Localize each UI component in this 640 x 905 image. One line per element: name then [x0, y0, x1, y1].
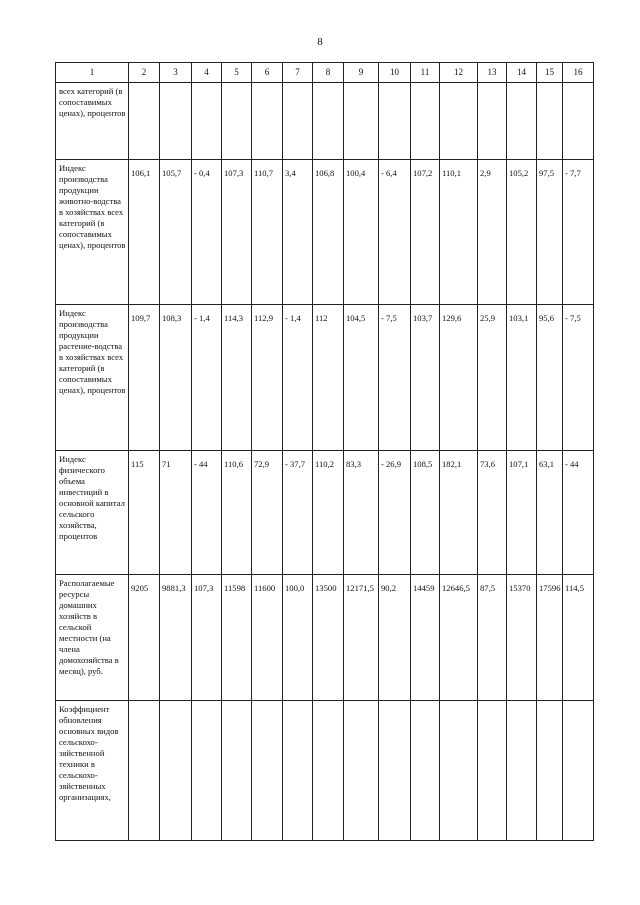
table-row [56, 701, 594, 841]
table-cell: 107,3 [192, 575, 222, 701]
column-header: 10 [379, 63, 411, 83]
table-cell: 9881,3 [160, 575, 192, 701]
table-row [56, 575, 594, 701]
data-table [55, 62, 594, 841]
table-cell: 12171,5 [344, 575, 379, 701]
column-header: 6 [252, 63, 283, 83]
table-cell [537, 701, 563, 841]
table-cell [440, 701, 478, 841]
row-label: Индекс производства продукции животно-водства в хозяйствах всех категорий (в сопоставимых ценах), процентов [56, 160, 129, 305]
table-cell: 109,7 [129, 305, 160, 451]
table-cell: 11598 [222, 575, 252, 701]
table-cell: 110,1 [440, 160, 478, 305]
table-cell [379, 83, 411, 160]
table-cell: 110,7 [252, 160, 283, 305]
column-header: 8 [313, 63, 344, 83]
column-header: 16 [563, 63, 594, 83]
table-cell: 103,1 [507, 305, 537, 451]
table-cell [440, 83, 478, 160]
table-cell: 17596 [537, 575, 563, 701]
table-cell: 115 [129, 451, 160, 575]
column-header: 13 [478, 63, 507, 83]
table-cell: 2,9 [478, 160, 507, 305]
table-cell [252, 83, 283, 160]
table-cell: 108,5 [411, 451, 440, 575]
column-header: 3 [160, 63, 192, 83]
table-cell [507, 83, 537, 160]
table-cell [222, 701, 252, 841]
table-cell: 106,8 [313, 160, 344, 305]
table-cell [192, 83, 222, 160]
column-header: 2 [129, 63, 160, 83]
table-cell: 11600 [252, 575, 283, 701]
table-cell: 15370 [507, 575, 537, 701]
table-cell: 63,1 [537, 451, 563, 575]
table-cell [313, 83, 344, 160]
table-cell: - 44 [563, 451, 594, 575]
table-cell: 104,5 [344, 305, 379, 451]
column-header: 11 [411, 63, 440, 83]
table-cell: - 1,4 [192, 305, 222, 451]
table-cell [283, 83, 313, 160]
table-cell: 103,7 [411, 305, 440, 451]
column-header: 1 [56, 63, 129, 83]
table-cell: 73,6 [478, 451, 507, 575]
column-header: 5 [222, 63, 252, 83]
table-cell: 106,1 [129, 160, 160, 305]
table-cell [411, 701, 440, 841]
column-header: 7 [283, 63, 313, 83]
table-cell [252, 701, 283, 841]
row-label: Индекс производства продукции растение-водства в хозяйствах всех категорий (в сопоставимых ценах), процентов [56, 305, 129, 451]
table-cell [344, 83, 379, 160]
column-header: 9 [344, 63, 379, 83]
row-label: всех категорий (в сопоставимых ценах), процентов [56, 83, 129, 160]
table-cell: 114,3 [222, 305, 252, 451]
table-header-row [56, 63, 594, 83]
table-cell: 108,3 [160, 305, 192, 451]
table-cell: - 7,5 [379, 305, 411, 451]
table-cell: 100,4 [344, 160, 379, 305]
page-number: 8 [317, 36, 323, 48]
row-label: Располагаемые ресурсы домашних хозяйств в сельской местности (на члена домохозяйства в месяц), руб. [56, 575, 129, 701]
table-cell [478, 701, 507, 841]
table-cell: - 26,9 [379, 451, 411, 575]
table-cell: 97,5 [537, 160, 563, 305]
table-cell: 105,7 [160, 160, 192, 305]
column-header: 4 [192, 63, 222, 83]
table-cell: 107,3 [222, 160, 252, 305]
table-cell [563, 83, 594, 160]
table-cell: 110,2 [313, 451, 344, 575]
table-row [56, 305, 594, 451]
table-cell: 105,2 [507, 160, 537, 305]
table-cell: 87,5 [478, 575, 507, 701]
table-cell: 72,9 [252, 451, 283, 575]
table-cell: - 44 [192, 451, 222, 575]
table-cell [379, 701, 411, 841]
table-cell: 71 [160, 451, 192, 575]
table-cell [563, 701, 594, 841]
table-row [56, 83, 594, 160]
table-cell: 112 [313, 305, 344, 451]
table-cell [537, 83, 563, 160]
table-cell [507, 701, 537, 841]
table-cell: 3,4 [283, 160, 313, 305]
table-cell: 25,9 [478, 305, 507, 451]
column-header: 15 [537, 63, 563, 83]
row-label: Коэффициент обновления основных видов сельскохо-зяйственной техники в сельскохо-зяйственных организациях, [56, 701, 129, 841]
table-cell [411, 83, 440, 160]
table-cell [192, 701, 222, 841]
table-cell: - 7,5 [563, 305, 594, 451]
row-label: Индекс физического объема инвестиций в основной капитал сельского хозяйства, процентов [56, 451, 129, 575]
table-cell: - 37,7 [283, 451, 313, 575]
table-cell: 110,6 [222, 451, 252, 575]
table-cell [283, 701, 313, 841]
table-cell: - 1,4 [283, 305, 313, 451]
table-cell [478, 83, 507, 160]
table-cell: 112,9 [252, 305, 283, 451]
table-cell [160, 701, 192, 841]
table-cell [344, 701, 379, 841]
table-cell [129, 701, 160, 841]
table-cell: 129,6 [440, 305, 478, 451]
table-cell [222, 83, 252, 160]
table-cell [129, 83, 160, 160]
table-cell: - 7,7 [563, 160, 594, 305]
table-cell [313, 701, 344, 841]
table-row [56, 451, 594, 575]
table-cell: 114,5 [563, 575, 594, 701]
table-cell: 100,0 [283, 575, 313, 701]
table-cell: 95,6 [537, 305, 563, 451]
table-cell: 12646,5 [440, 575, 478, 701]
table-cell [160, 83, 192, 160]
table-cell: 13500 [313, 575, 344, 701]
column-header: 14 [507, 63, 537, 83]
table-cell: 14459 [411, 575, 440, 701]
table-cell: - 6,4 [379, 160, 411, 305]
table-cell: 9205 [129, 575, 160, 701]
table-cell: 90,2 [379, 575, 411, 701]
table-cell: 182,1 [440, 451, 478, 575]
table-cell: 83,3 [344, 451, 379, 575]
table-cell: - 0,4 [192, 160, 222, 305]
column-header: 12 [440, 63, 478, 83]
table-cell: 107,2 [411, 160, 440, 305]
table-row [56, 160, 594, 305]
table-cell: 107,1 [507, 451, 537, 575]
